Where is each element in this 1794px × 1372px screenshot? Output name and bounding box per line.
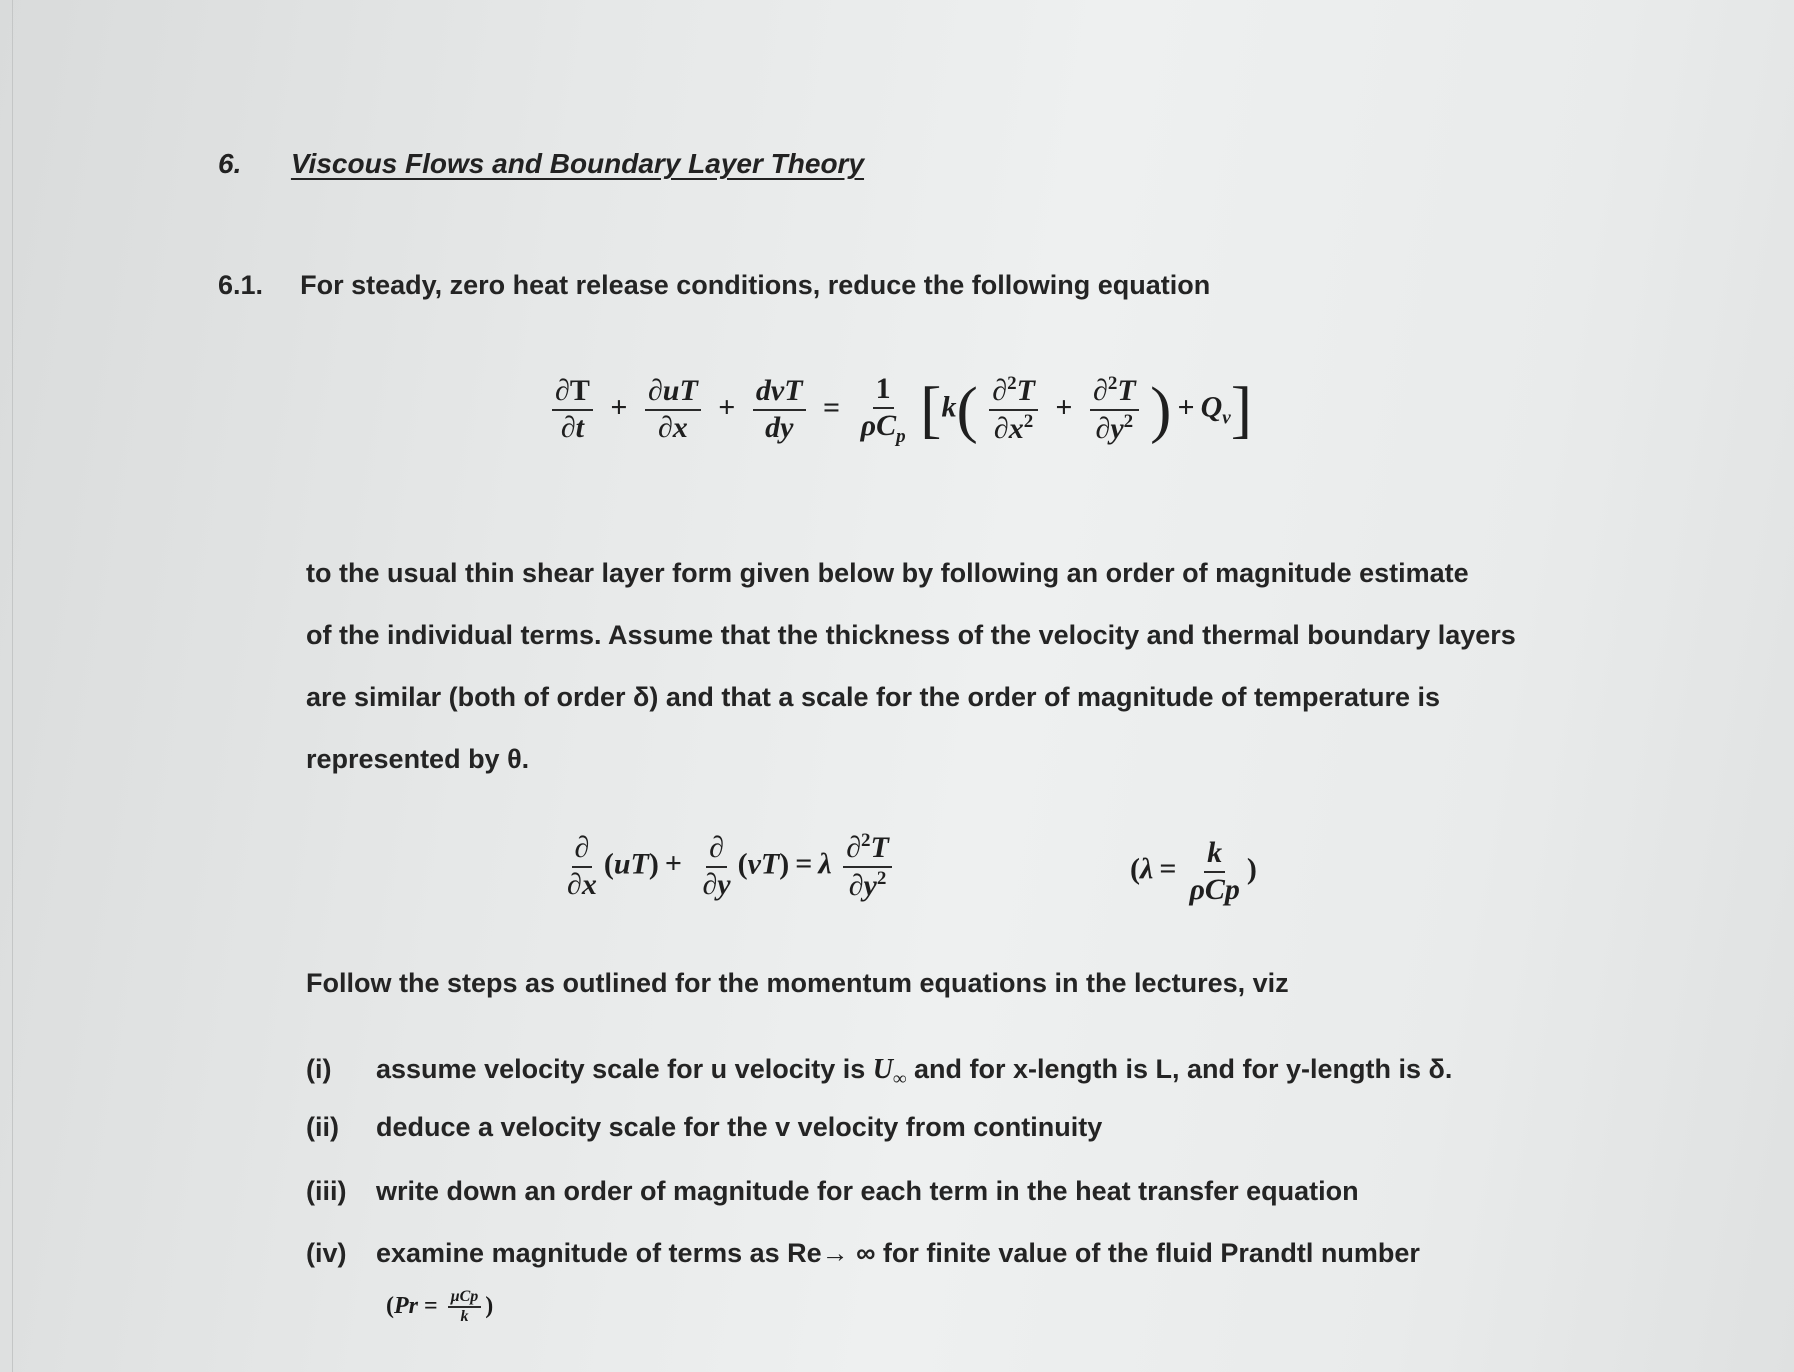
lambda-definition: (λ = $\frac{k}{\text{ρCp}}$ ): [1130, 836, 1257, 906]
body-line-1: to the usual thin shear layer form given below by following an order of magnitude estimate: [306, 558, 1469, 588]
question-intro: [218, 270, 1210, 301]
section-title: Viscous Flows and Boundary Layer Theory: [290, 148, 865, 179]
eq-term-dT-dt: $\frac{\partial T}{\partial t}$: [552, 374, 593, 445]
list-item: (ii) deduce a velocity scale for the v velocity from continuity: [306, 1112, 1103, 1142]
body-line-3: are similar (both of order δ) and that a scale for the order of magnitude of temperature is: [306, 682, 1441, 712]
question-number: 6.1.: [218, 270, 264, 300]
item-marker: (iii): [306, 1176, 347, 1206]
body-line-2: of the individual terms. Assume that the thickness of the velocity and thermal boundary layers: [306, 620, 1516, 650]
item-marker: (iv): [306, 1238, 347, 1268]
eq-term-d2T-dy2: $\frac{\partial^2T}{\partial y^2}$: [1090, 373, 1139, 446]
eq-term-inv-rhocp: $\frac{1}{\rho C_p}$: [860, 372, 906, 447]
energy-equation: $\frac{\partial T}{\partial t}$ + $\frac{\partial uT}{\partial x}$ + $\frac{\text{dvT}}{dy}$ = $\frac{1}{\rho C_p}$ [k( $\frac{\partial^2T}{\partial x^2}$ + $\frac{\partial^2T}{\partial y^2}$ ) + $Q_v$]: [548, 372, 1252, 447]
follow-text: Follow the steps as outlined for the momentum equations in the lectures, viz: [306, 968, 1289, 998]
eq-term-d2T-dx2: $\frac{\partial^2T}{\partial x^2}$: [989, 373, 1038, 446]
section-heading: [218, 148, 864, 180]
thin-shear-layer-equation: $\frac{\partial}{\partial x}$ (uT) + $\frac{\partial}{\partial y}$ (vT) = λ $\frac{\partial^2T}{\partial y^2}$: [560, 830, 896, 903]
item-marker: (ii): [306, 1112, 339, 1142]
section-number: 6.: [218, 148, 242, 179]
page-edge: [12, 0, 13, 1372]
eq-term-dvT-dy: $\frac{\text{dvT}}{dy}$: [753, 374, 806, 445]
question-intro-text: For steady, zero heat release conditions, reduce the following equation: [300, 270, 1211, 300]
prandtl-definition: (Pr = $\frac{\text{μCp}}{k}$ ): [386, 1288, 494, 1326]
eq-term-duT-dx: $\frac{\partial uT}{\partial x}$: [645, 374, 701, 445]
item-marker: (i): [306, 1054, 332, 1084]
list-item: (iv) examine magnitude of terms as Re→ ∞ for finite value of the fluid Prandtl number: [306, 1238, 1420, 1268]
list-item: (iii) write down an order of magnitude for each term in the heat transfer equation: [306, 1176, 1359, 1206]
list-item: (i) assume velocity scale for u velocity is $U_\infty$ and for x-length is L, and for y-length is δ.: [306, 1054, 1453, 1090]
body-line-4: represented by θ.: [306, 744, 530, 774]
